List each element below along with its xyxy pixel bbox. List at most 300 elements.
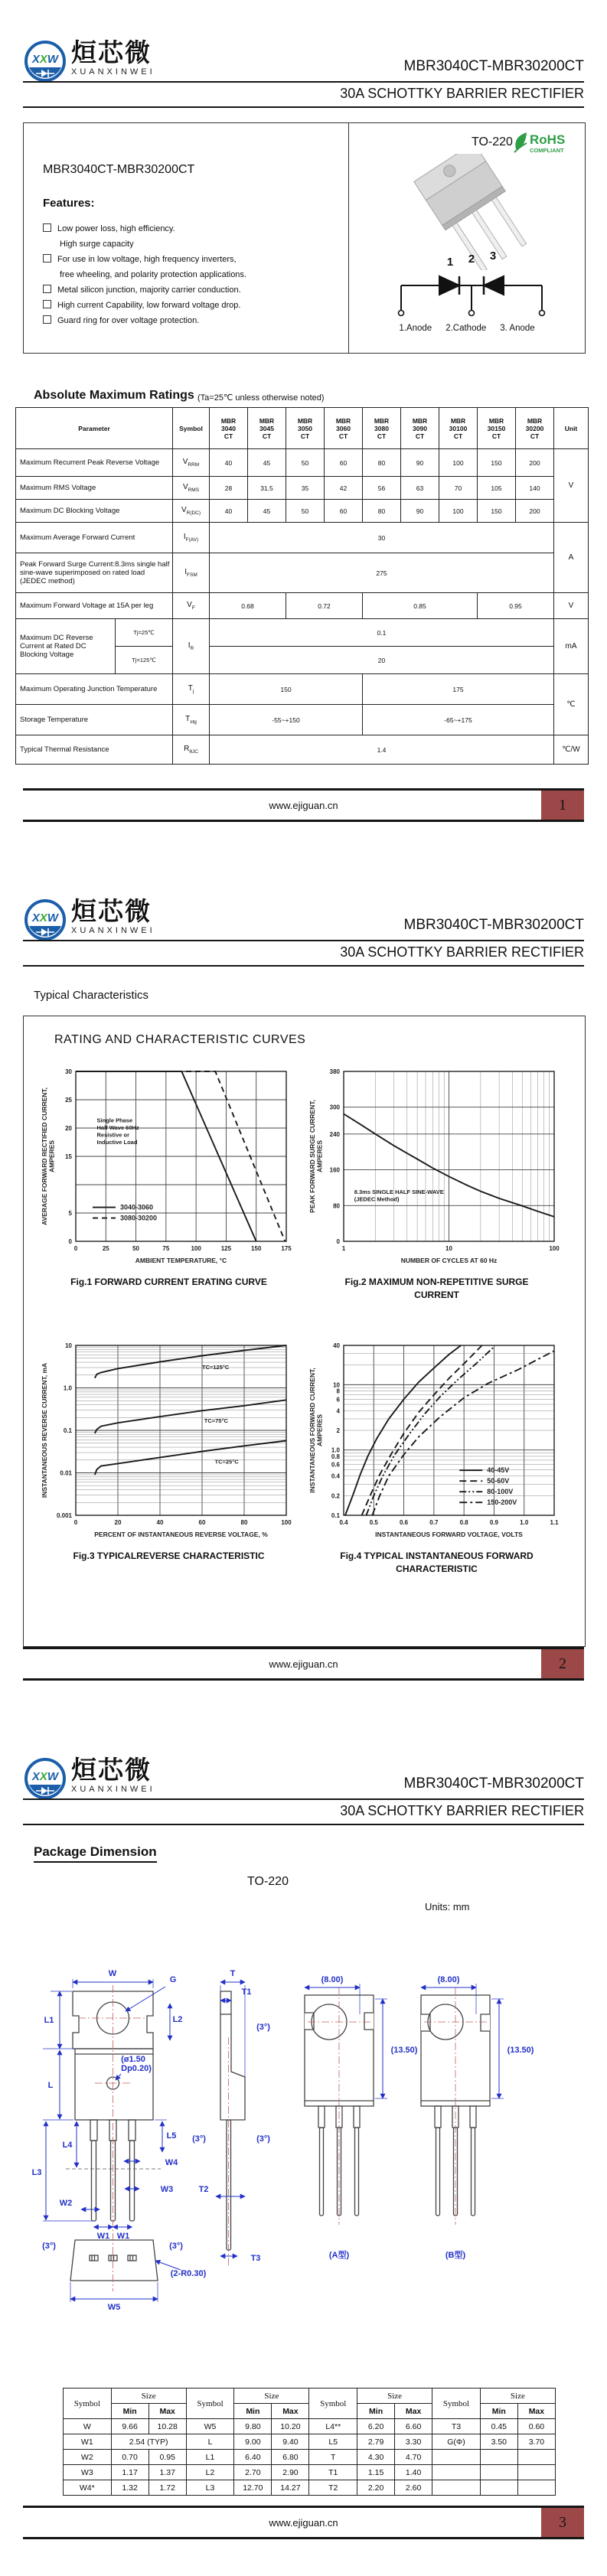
subtitle: 30A SCHOTTKY BARRIER RECTIFIER	[340, 1803, 584, 1818]
symbol-cell: L1	[186, 2450, 234, 2465]
symbol-cell: T	[309, 2450, 357, 2465]
dimension-label: (A型)	[328, 2251, 350, 2260]
company-logo	[23, 897, 155, 943]
part-column-header: MBR 3050 CT	[286, 408, 325, 449]
svg-text:TC=125°C: TC=125°C	[202, 1364, 230, 1371]
symbol-cell: T3	[432, 2419, 481, 2434]
parameter-cell: Maximum Operating Junction Temperature	[16, 674, 173, 705]
svg-text:Inductive Load: Inductive Load	[96, 1139, 138, 1146]
checkbox-icon	[43, 254, 51, 262]
page-number-badge: 1	[541, 791, 584, 820]
size-cell: 3.70	[517, 2434, 555, 2450]
header-rule	[23, 1824, 584, 1825]
brand-name-en: XUANXINWEI	[71, 925, 155, 935]
value-cell: -65~+175	[363, 705, 554, 735]
parameter-cell: Storage Temperature	[16, 705, 173, 735]
svg-text:30: 30	[65, 1068, 72, 1075]
dimension-label: G	[169, 1975, 177, 1984]
svg-text:150: 150	[251, 1245, 262, 1252]
size-cell: 2.90	[272, 2465, 309, 2480]
symbol-cell: $V_F$	[173, 593, 210, 619]
page-number-badge: 3	[541, 2508, 584, 2537]
fig1-plot	[41, 1064, 297, 1269]
svg-text:Single Phase: Single Phase	[96, 1117, 133, 1124]
svg-text:3080-30200: 3080-30200	[120, 1214, 158, 1222]
features-panel	[24, 123, 349, 353]
svg-text:0.9: 0.9	[489, 1519, 498, 1526]
column-header: Symbol	[173, 408, 210, 449]
datasheet-page-3	[0, 1717, 607, 2576]
table-row	[16, 500, 589, 523]
svg-text:0.8: 0.8	[331, 1453, 340, 1460]
size-cell	[517, 2480, 555, 2496]
size-cell: 1.32	[111, 2480, 148, 2496]
unit-cell: V	[554, 449, 589, 523]
svg-text:XXW: XXW	[31, 53, 59, 66]
dimension-label: T2	[198, 2185, 209, 2194]
value-cell: 90	[401, 449, 439, 477]
svg-text:XXW: XXW	[31, 1770, 59, 1783]
symbol-cell: $V_{RMS}$	[173, 477, 210, 500]
parameter-cell: Maximum Recurrent Peak Reverse Voltage	[16, 449, 173, 477]
svg-text:20: 20	[65, 1125, 72, 1132]
fig1-caption: Fig.1 FORWARD CURRENT ERATING CURVE	[70, 1277, 267, 1287]
package-type-label: TO-220	[247, 1875, 289, 1888]
dimension-label: (3°)	[192, 2134, 206, 2144]
size-cell: 10.28	[148, 2419, 186, 2434]
dimension-label: W3	[160, 2185, 174, 2194]
fig2-caption: Fig.2 MAXIMUM NON-REPETITIVE SURGE CURRENT	[344, 1277, 529, 1300]
symbol-cell	[432, 2450, 481, 2465]
checkbox-icon	[43, 285, 51, 293]
units-label: Units: mm	[425, 1901, 470, 1912]
svg-text:40: 40	[156, 1519, 164, 1526]
brand-name-en: XUANXINWEI	[71, 1784, 155, 1794]
datasheet-page-1	[0, 0, 607, 859]
dimension-label: L2	[172, 2015, 183, 2024]
pin-legend: 1.Anode 2.Cathode 3. Anode	[399, 324, 535, 333]
svg-text:COMPLIANT: COMPLIANT	[530, 147, 564, 154]
value-cell: 60	[325, 449, 363, 477]
dimension-label: W2	[59, 2199, 73, 2208]
condition-cell: Tj=25℃	[116, 619, 173, 647]
size-cell: 4.30	[357, 2450, 395, 2465]
size-cell: 1.40	[395, 2465, 432, 2480]
dual-diode-schematic-icon	[387, 273, 556, 321]
svg-text:INSTANTANEOUS REVERSE CURRENT,: INSTANTANEOUS REVERSE CURRENT, mA	[41, 1362, 48, 1498]
dimension-label: (8.00)	[321, 1975, 344, 1984]
svg-text:0.1: 0.1	[63, 1427, 72, 1434]
value-cell: 63	[401, 477, 439, 500]
dimension-label: L3	[31, 2168, 42, 2177]
table-header-row: Min Max Min Max Min Max Min Max	[64, 2404, 556, 2419]
to220-package-image	[364, 154, 556, 270]
svg-text:3040-3060: 3040-3060	[120, 1203, 154, 1211]
symbol-cell: L4**	[309, 2419, 357, 2434]
svg-text:0.8: 0.8	[459, 1519, 468, 1526]
dimension-label: (3°)	[256, 2134, 270, 2144]
parameter-cell: Maximum Average Forward Current	[16, 523, 173, 553]
dimension-label: L1	[44, 2016, 54, 2025]
side-view	[216, 1982, 245, 2265]
svg-text:0.001: 0.001	[56, 1512, 72, 1519]
size-cell: 2.79	[357, 2434, 395, 2450]
dimension-label: (ø1.50	[121, 2055, 145, 2064]
size-cell	[517, 2450, 555, 2465]
xuanxinwei-logo-icon	[23, 897, 67, 943]
fig4-plot	[308, 1338, 565, 1543]
value-cell: 0.95	[478, 593, 554, 619]
dimension-label: L4	[62, 2141, 73, 2150]
svg-text:10: 10	[445, 1245, 452, 1252]
page-footer	[23, 1647, 584, 1681]
parameter-cell: Maximum DC Blocking Voltage	[16, 500, 173, 523]
size-cell: 0.70	[111, 2450, 148, 2465]
svg-text:100: 100	[191, 1245, 201, 1252]
symbol-cell	[432, 2465, 481, 2480]
size-cell	[517, 2465, 555, 2480]
value-cell: 175	[363, 674, 554, 705]
section-title: Typical Characteristics	[34, 989, 149, 1002]
table-row	[16, 705, 589, 735]
size-cell: 14.27	[272, 2480, 309, 2496]
fig2-plot	[308, 1064, 565, 1269]
dimension-labels	[32, 1969, 534, 2312]
list-item: free wheeling, and polarity protection applications.	[60, 270, 246, 279]
symbol-cell	[432, 2480, 481, 2496]
pin-number: 3	[489, 249, 497, 262]
value-cell: 45	[248, 500, 286, 523]
svg-text:0: 0	[68, 1238, 72, 1245]
dimension-label: W4	[165, 2158, 178, 2167]
header-rule	[23, 106, 584, 108]
svg-text:80: 80	[333, 1202, 340, 1210]
part-range-title: MBR3040CT-MBR30200CT	[403, 917, 584, 933]
value-cell: 42	[325, 477, 363, 500]
symbol-cell: T2	[309, 2480, 357, 2496]
table-row	[64, 2450, 556, 2465]
part-range-title: MBR3040CT-MBR30200CT	[403, 1775, 584, 1792]
list-item: High current Capability, low forward voltage drop.	[43, 298, 246, 313]
value-cell: 1.4	[210, 735, 554, 765]
value-cell: 150	[210, 674, 363, 705]
svg-text:80: 80	[240, 1519, 248, 1526]
symbol-cell: G(Φ)	[432, 2434, 481, 2450]
table-row	[16, 619, 589, 647]
table-row	[16, 674, 589, 705]
svg-text:8.3ms SINGLE HALF SINE-WAVE: 8.3ms SINGLE HALF SINE-WAVE	[354, 1188, 444, 1195]
company-logo	[23, 38, 155, 84]
size-cell: 0.60	[517, 2419, 555, 2434]
symbol-cell: $R_{\theta JC}$	[173, 735, 210, 765]
value-cell: 80	[363, 500, 401, 523]
checkbox-icon	[43, 223, 51, 232]
part-column-header: MBR 3040 CT	[210, 408, 248, 449]
part-column-header: MBR 3090 CT	[401, 408, 439, 449]
checkbox-icon	[43, 300, 51, 308]
symbol-cell: $T_{stg}$	[173, 705, 210, 735]
svg-text:0: 0	[73, 1519, 78, 1526]
value-cell: 28	[210, 477, 248, 500]
svg-text:4: 4	[336, 1407, 340, 1415]
svg-text:6: 6	[336, 1396, 340, 1404]
dimension-label: W1	[116, 2232, 130, 2241]
size-cell	[480, 2465, 517, 2480]
value-cell: 200	[516, 500, 554, 523]
parameter-cell: Maximum DC Reverse Current at Rated DC Blocking Voltage	[16, 619, 116, 674]
footer-url: www.ejiguan.cn	[269, 1658, 338, 1670]
header-rule	[23, 965, 584, 967]
size-cell: 2.60	[395, 2480, 432, 2496]
value-cell: 31.5	[248, 477, 286, 500]
svg-text:AVERAGE FORWARD RECTIFIED CURR: AVERAGE FORWARD RECTIFIED CURRENT,	[41, 1087, 48, 1226]
size-cell: 10.20	[272, 2419, 309, 2434]
symbol-cell: L3	[186, 2480, 234, 2496]
svg-text:1: 1	[341, 1245, 346, 1252]
symbol-cell: W1	[64, 2434, 112, 2450]
svg-text:300: 300	[329, 1104, 340, 1111]
svg-text:1.1: 1.1	[550, 1519, 559, 1526]
svg-text:50: 50	[132, 1245, 140, 1252]
size-cell: 2.54 (TYP)	[111, 2434, 186, 2450]
value-cell: 56	[363, 477, 401, 500]
dimension-label: Dp0.20)	[121, 2064, 152, 2073]
header-rule	[23, 940, 584, 941]
product-title: MBR3040CT-MBR30200CT	[43, 163, 195, 176]
value-cell: 35	[286, 477, 325, 500]
table-header-row: Symbol Size Symbol Size Symbol Size Symbol Size	[64, 2389, 556, 2404]
brand-name-cn: 烜芯微	[71, 37, 152, 67]
table-row	[64, 2465, 556, 2480]
svg-text:50-60V: 50-60V	[487, 1477, 510, 1485]
dimension-label: (3°)	[256, 2023, 270, 2032]
page-footer	[23, 2506, 584, 2539]
value-cell: 100	[439, 449, 478, 477]
value-cell: 200	[516, 449, 554, 477]
table-row	[64, 2480, 556, 2496]
svg-text:AMPERES: AMPERES	[47, 1140, 56, 1173]
svg-text:75: 75	[162, 1245, 170, 1252]
svg-text:INSTANTANEOUS FORWARD CURRENT,: INSTANTANEOUS FORWARD CURRENT,	[308, 1368, 316, 1493]
absolute-maximum-ratings-table	[15, 407, 589, 765]
svg-text:25: 25	[102, 1245, 109, 1252]
size-cell: 1.17	[111, 2465, 148, 2480]
part-column-header: MBR 30100 CT	[439, 408, 478, 449]
dimension-label: W	[108, 1969, 117, 1978]
dimension-label: W5	[107, 2303, 121, 2312]
overview-box	[23, 122, 586, 354]
list-item: Metal silicon junction, majority carrier conduction.	[43, 282, 246, 298]
svg-text:INSTANTANEOUS FORWARD VOLTAGE,: INSTANTANEOUS FORWARD VOLTAGE, VOLTS	[375, 1531, 523, 1538]
footer-url: www.ejiguan.cn	[269, 2516, 338, 2529]
svg-text:8: 8	[336, 1387, 340, 1395]
size-cell: 9.40	[272, 2434, 309, 2450]
svg-text:100: 100	[281, 1519, 292, 1526]
size-cell: 3.50	[480, 2434, 517, 2450]
size-cell: 3.30	[395, 2434, 432, 2450]
size-cell: 6.80	[272, 2450, 309, 2465]
symbol-cell: W	[64, 2419, 112, 2434]
value-cell: 60	[325, 500, 363, 523]
size-cell: 9.66	[111, 2419, 148, 2434]
unit-cell: ℃/W	[554, 735, 589, 765]
parameter-cell: Typical Thermal Resistance	[16, 735, 173, 765]
table-row	[16, 449, 589, 477]
value-cell: 20	[210, 647, 554, 674]
symbol-cell: $V_{R(DC)}$	[173, 500, 210, 523]
size-cell: 0.45	[480, 2419, 517, 2434]
xuanxinwei-logo-icon	[23, 38, 67, 84]
part-column-header: MBR 3080 CT	[363, 408, 401, 449]
svg-text:NUMBER OF CYCLES AT 60 Hz: NUMBER OF CYCLES AT 60 Hz	[400, 1257, 498, 1264]
svg-text:TC=75°C: TC=75°C	[204, 1417, 228, 1425]
svg-text:0.1: 0.1	[331, 1512, 340, 1519]
svg-text:10: 10	[65, 1342, 72, 1349]
unit-cell: V	[554, 593, 589, 619]
svg-text:Half Wave 60Hz: Half Wave 60Hz	[96, 1124, 139, 1132]
size-cell: 6.40	[234, 2450, 272, 2465]
svg-text:175: 175	[281, 1245, 292, 1252]
svg-text:PERCENT OF INSTANTANEOUS REVER: PERCENT OF INSTANTANEOUS REVERSE VOLTAGE, %	[94, 1531, 268, 1538]
svg-text:15: 15	[65, 1153, 72, 1160]
svg-text:25: 25	[65, 1097, 72, 1104]
pin-number: 2	[468, 253, 475, 266]
size-cell: 2.70	[234, 2465, 272, 2480]
rear-view-b	[421, 1984, 504, 2225]
table-row	[16, 477, 589, 500]
symbol-cell: $I_R$	[173, 619, 210, 674]
svg-text:80-100V: 80-100V	[487, 1488, 514, 1496]
table-row	[16, 593, 589, 619]
table-row	[16, 735, 589, 765]
subtitle: 30A SCHOTTKY BARRIER RECTIFIER	[340, 86, 584, 101]
svg-text:40-45V: 40-45V	[487, 1466, 510, 1475]
datasheet-page-2	[0, 859, 607, 1717]
part-column-header: MBR 30150 CT	[478, 408, 516, 449]
svg-text:AMPERES: AMPERES	[315, 1140, 324, 1173]
svg-text:AMBIENT TEMPERATURE, °C: AMBIENT TEMPERATURE, °C	[135, 1257, 227, 1264]
svg-text:0.5: 0.5	[369, 1519, 378, 1526]
part-column-header: MBR 3045 CT	[248, 408, 286, 449]
size-cell: 1.37	[148, 2465, 186, 2480]
symbol-cell: W4*	[64, 2480, 112, 2496]
value-cell: 45	[248, 449, 286, 477]
condition-cell: Tj=125℃	[116, 647, 173, 674]
list-item: Guard ring for over voltage protection.	[43, 313, 246, 328]
svg-text:Resistive or: Resistive or	[96, 1131, 130, 1139]
page-footer	[23, 788, 584, 822]
page-number-badge: 2	[541, 1649, 584, 1678]
svg-text:380: 380	[329, 1068, 340, 1075]
parameter-cell: Maximum RMS Voltage	[16, 477, 173, 500]
svg-text:20: 20	[114, 1519, 122, 1526]
checkbox-icon	[43, 315, 51, 324]
value-cell: 40	[210, 449, 248, 477]
svg-text:(JEDEC Method): (JEDEC Method)	[354, 1195, 400, 1203]
value-cell: 150	[478, 500, 516, 523]
fig3-caption: Fig.3 TYPICALREVERSE CHARACTERISTIC	[73, 1550, 265, 1561]
parameter-cell: Maximum Forward Voltage at 15A per leg	[16, 593, 173, 619]
unit-cell: A	[554, 523, 589, 593]
size-cell: 12.70	[234, 2480, 272, 2496]
value-cell: 50	[286, 449, 325, 477]
symbol-cell: $I_{FSM}$	[173, 553, 210, 593]
value-cell: 100	[439, 500, 478, 523]
svg-text:1.0: 1.0	[520, 1519, 529, 1526]
symbol-cell: W5	[186, 2419, 234, 2434]
svg-text:10: 10	[333, 1381, 340, 1389]
unit-cell: ℃	[554, 674, 589, 735]
dimension-label: (3°)	[169, 2242, 183, 2251]
size-cell: 1.72	[148, 2480, 186, 2496]
footer-url: www.ejiguan.cn	[269, 799, 338, 811]
size-cell: 9.80	[234, 2419, 272, 2434]
svg-text:0: 0	[73, 1245, 78, 1252]
svg-text:160: 160	[329, 1166, 340, 1174]
value-cell: 70	[439, 477, 478, 500]
svg-text:0.01: 0.01	[60, 1469, 72, 1477]
svg-text:XXW: XXW	[31, 911, 59, 924]
value-cell: 0.85	[363, 593, 478, 619]
value-cell: 275	[210, 553, 554, 593]
dimension-label: T3	[250, 2254, 261, 2263]
dimension-label: T1	[241, 1987, 252, 1997]
company-logo	[23, 1756, 155, 1802]
section-title: Package Dimension	[34, 1844, 157, 1863]
value-cell: 50	[286, 500, 325, 523]
dimension-label: W1	[96, 2232, 110, 2241]
amr-section-note: (Ta=25℃ unless otherwise noted)	[197, 393, 325, 403]
value-cell: 0.68	[210, 593, 286, 619]
symbol-cell: $T_j$	[173, 674, 210, 705]
size-cell: 6.60	[395, 2419, 432, 2434]
svg-text:0.2: 0.2	[331, 1492, 340, 1500]
symbol-cell: T1	[309, 2465, 357, 2480]
dimension-label: L	[47, 2081, 54, 2090]
size-cell: 6.20	[357, 2419, 395, 2434]
fig2-chart	[308, 1064, 565, 1302]
svg-text:1.0: 1.0	[331, 1446, 340, 1454]
dimension-label: L5	[166, 2131, 177, 2141]
fig4-chart	[308, 1338, 565, 1576]
svg-text:150-200V: 150-200V	[487, 1498, 517, 1507]
svg-text:1.0: 1.0	[63, 1384, 72, 1392]
value-cell: 90	[401, 500, 439, 523]
dimension-label: T	[230, 1969, 236, 1978]
amr-section-title: Absolute Maximum Ratings	[34, 389, 194, 402]
svg-text:AMPERES: AMPERES	[315, 1414, 324, 1447]
package-dimension-drawing	[23, 1915, 584, 2343]
list-item: For use in low voltage, high frequency inverters,	[43, 252, 246, 267]
rear-view-a	[305, 1984, 387, 2225]
package-panel	[349, 123, 585, 353]
table-header-row	[16, 408, 589, 449]
svg-text:60: 60	[198, 1519, 206, 1526]
table-row	[16, 523, 589, 553]
size-cell	[480, 2480, 517, 2496]
curves-box	[23, 1016, 586, 1647]
symbol-cell: W3	[64, 2465, 112, 2480]
size-cell: 0.95	[148, 2450, 186, 2465]
subtitle: 30A SCHOTTKY BARRIER RECTIFIER	[340, 944, 584, 960]
fig3-chart	[41, 1338, 297, 1563]
header-rule	[23, 1798, 584, 1800]
symbol-cell: L	[186, 2434, 234, 2450]
unit-cell: mA	[554, 619, 589, 674]
value-cell: 105	[478, 477, 516, 500]
brand-name-cn: 烜芯微	[71, 896, 152, 926]
table-row	[16, 553, 589, 593]
